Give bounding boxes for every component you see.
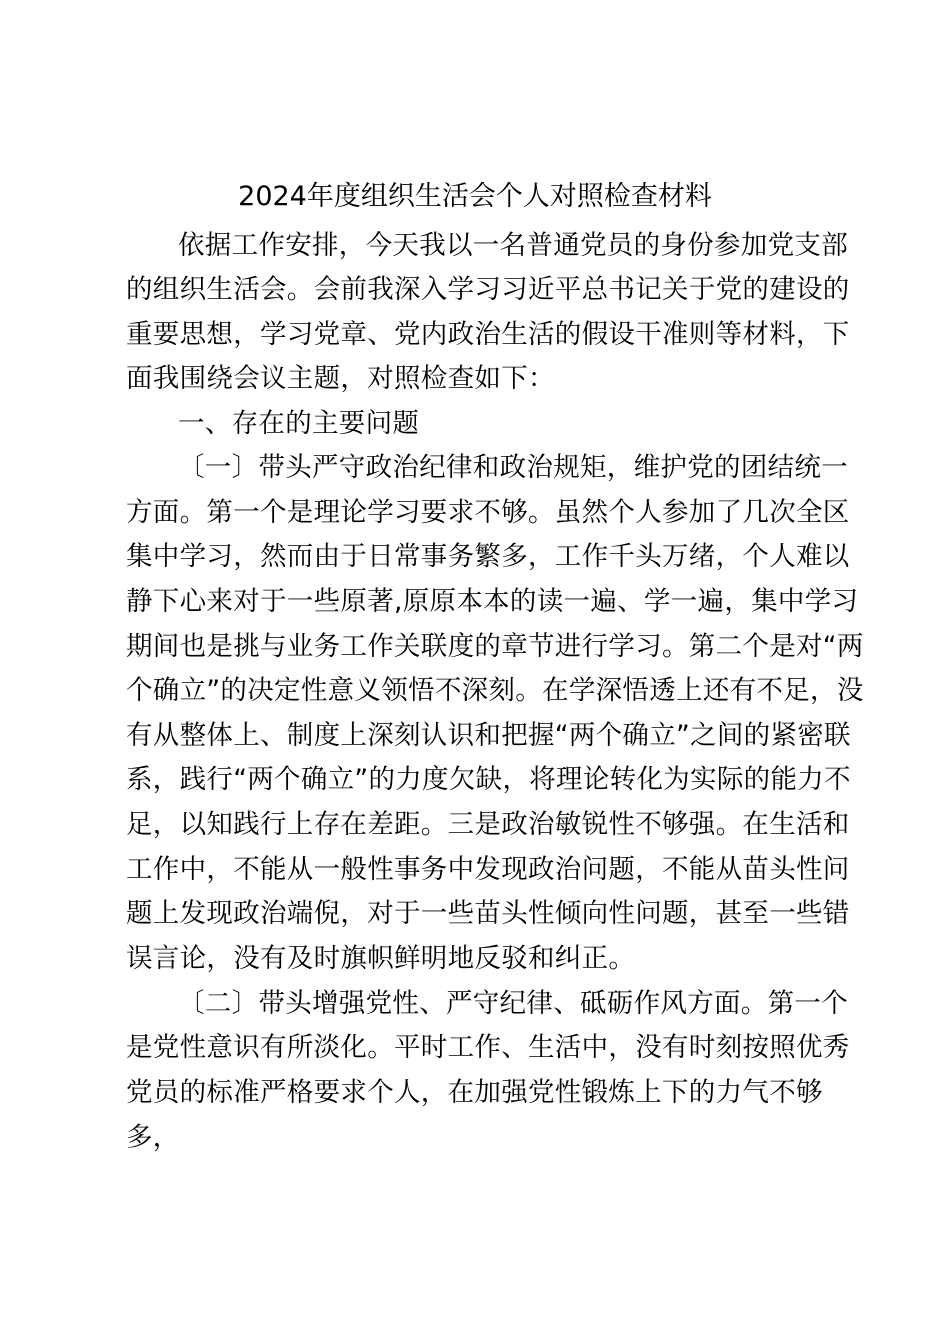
- item1-line-7: 有从整体上、制度上深刻认识和把握“两个确立”之间的紧密联: [126, 720, 851, 751]
- item2-line-1: 〔二〕带头增强党性、严守纪律、砥砺作风方面。第一个: [178, 988, 848, 1019]
- document-title: 2024年度组织生活会个人对照检查材料: [238, 181, 712, 212]
- item1-line-6: 个确立”的决定性意义领悟不深刻。在学深悟透上还有不足，没: [126, 675, 864, 706]
- item1-line-8: 系，践行“两个确立”的力度欠缺，将理论转化为实际的能力不: [126, 764, 851, 795]
- item1-line-2: 方面。第一个是理论学习要求不够。虽然个人参加了几次全区: [126, 497, 850, 528]
- item2-line-3: 党员的标准严格要求个人，在加强党性锻炼上下的力气不够: [126, 1077, 823, 1108]
- intro-line-4: 面我围绕会议主题，对照检查如下：: [126, 363, 555, 394]
- section-heading: 一、存在的主要问题: [178, 408, 420, 439]
- intro-line-3: 重要思想，学习党章、党内政治生活的假设干准则等材料，下: [126, 319, 850, 350]
- item1-line-1: 〔一〕带头严守政治纪律和政治规矩，维护党的团结统一: [178, 452, 848, 483]
- item1-line-3: 集中学习，然而由于日常事务繁多，工作千头万绪，个人难以: [126, 541, 850, 572]
- item1-line-5: 期间也是挑与业务工作关联度的章节进行学习。第二个是对“两: [126, 631, 864, 662]
- item1-line-12: 误言论，没有及时旗帜鲜明地反驳和纠正。: [126, 943, 636, 974]
- intro-line-1: 依据工作安排，今天我以一名普通党员的身份参加党支部: [178, 230, 848, 261]
- item1-line-11: 题上发现政治端倪，对于一些苗头性倾向性问题，甚至一些错: [126, 898, 850, 929]
- item1-line-10: 工作中，不能从一般性事务中发现政治问题，不能从苗头性问: [126, 854, 850, 885]
- item1-line-9: 足，以知践行上存在差距。三是政治敏锐性不够强。在生活和: [126, 809, 850, 840]
- item2-line-4: 多，: [126, 1122, 180, 1153]
- item2-line-2: 是党性意识有所淡化。平时工作、生活中，没有时刻按照优秀: [126, 1032, 850, 1063]
- item1-line-4: 静下心来对于一些原著,原原本本的读一遍、学一遍，集中学习: [126, 586, 859, 617]
- intro-line-2: 的组织生活会。会前我深入学习习近平总书记关于党的建设的: [126, 274, 850, 305]
